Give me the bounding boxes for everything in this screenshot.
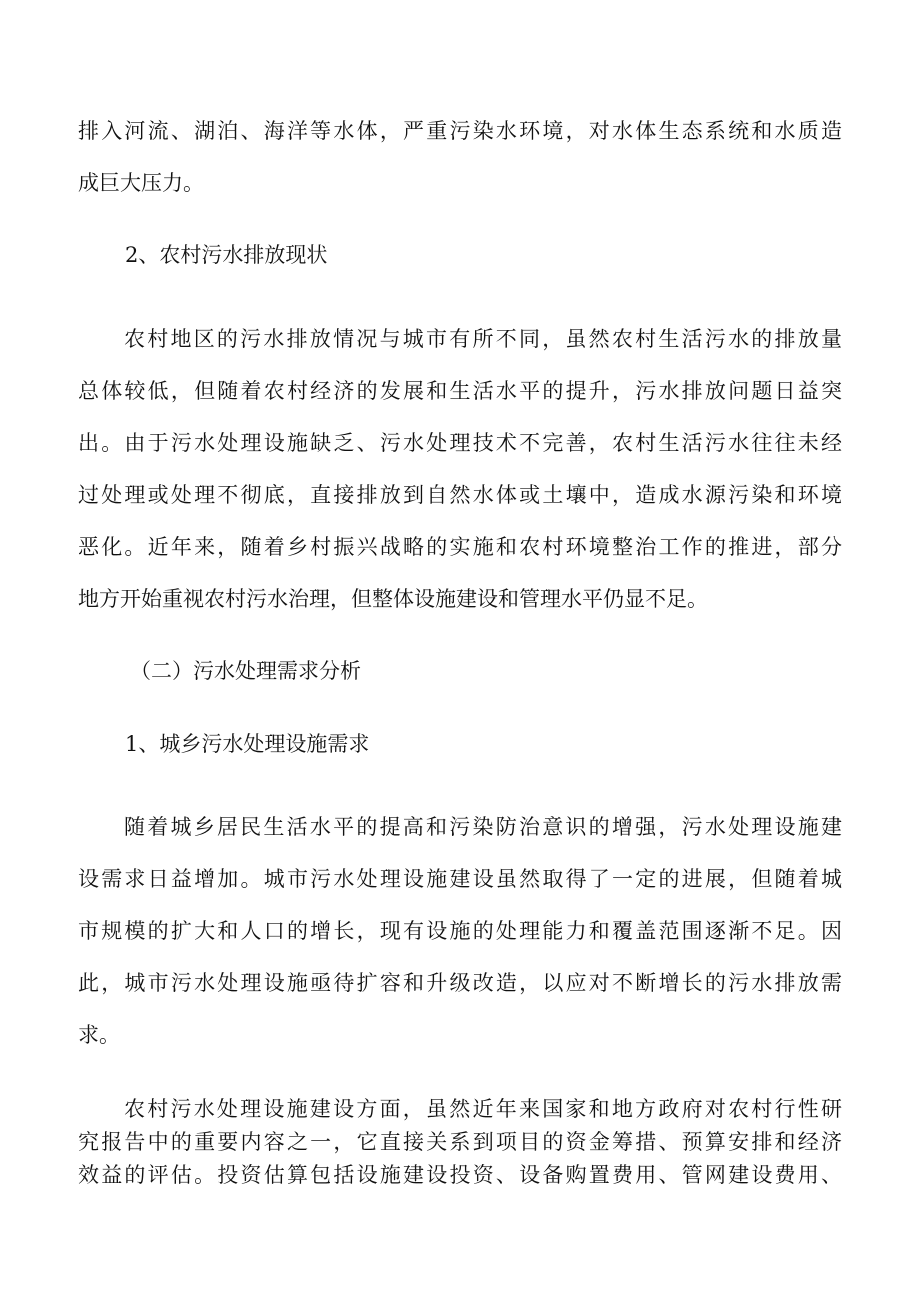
text-line: 成巨大压力。	[78, 171, 204, 195]
section-heading-facility-demand: 1、城乡污水处理设施需求	[125, 732, 370, 756]
paragraph-rural-facility	[78, 1093, 842, 1192]
text-line: 出。由于污水处理设施缺乏、污水处理技术不完善，农村生活污水往往未经	[78, 431, 842, 455]
text-line: 农村地区的污水排放情况与城市有所不同，虽然农村生活污水的排放量	[124, 327, 842, 351]
text-line: 设需求日益增加。城市污水处理设施建设虽然取得了一定的进展，但随着城	[78, 867, 842, 891]
paragraph-rural-status	[78, 313, 842, 625]
text-line: 恶化。近年来，随着乡村振兴战略的实施和农村环境整治工作的推进，部分	[78, 535, 842, 559]
text-line: 此，城市污水处理设施亟待扩容和升级改造，以应对不断增长的污水排放需	[78, 971, 842, 995]
section-heading-demand-analysis: （二）污水处理需求分析	[130, 659, 361, 683]
section-heading-rural-status: 2、农村污水排放现状	[125, 243, 328, 267]
text-line: 排入河流、湖泊、海洋等水体，严重污染水环境，对水体生态系统和水质造	[78, 119, 842, 143]
text-line: 农村污水处理设施建设方面，虽然近年来国家和地方政府对农村行性研	[124, 1097, 842, 1121]
paragraph-continuation	[78, 105, 842, 209]
paragraph-facility-demand	[78, 801, 842, 1061]
text-line: 过处理或处理不彻底，直接排放到自然水体或土壤中，造成水源污染和环境	[78, 483, 842, 507]
text-line: 究报告中的重要内容之一，它直接关系到项目的资金筹措、预算安排和经济	[78, 1130, 842, 1154]
text-line: 地方开始重视农村污水治理，但整体设施建设和管理水平仍显不足。	[78, 587, 708, 611]
text-line: 总体较低，但随着农村经济的发展和生活水平的提升，污水排放问题日益突	[78, 379, 842, 403]
text-line: 求。	[78, 1023, 120, 1047]
text-line: 随着城乡居民生活水平的提高和污染防治意识的增强，污水处理设施建	[124, 815, 842, 839]
text-line: 效益的评估。投资估算包括设施建设投资、设备购置费用、管网建设费用、	[78, 1163, 842, 1187]
text-line: 市规模的扩大和人口的增长，现有设施的处理能力和覆盖范围逐渐不足。因	[78, 919, 842, 943]
